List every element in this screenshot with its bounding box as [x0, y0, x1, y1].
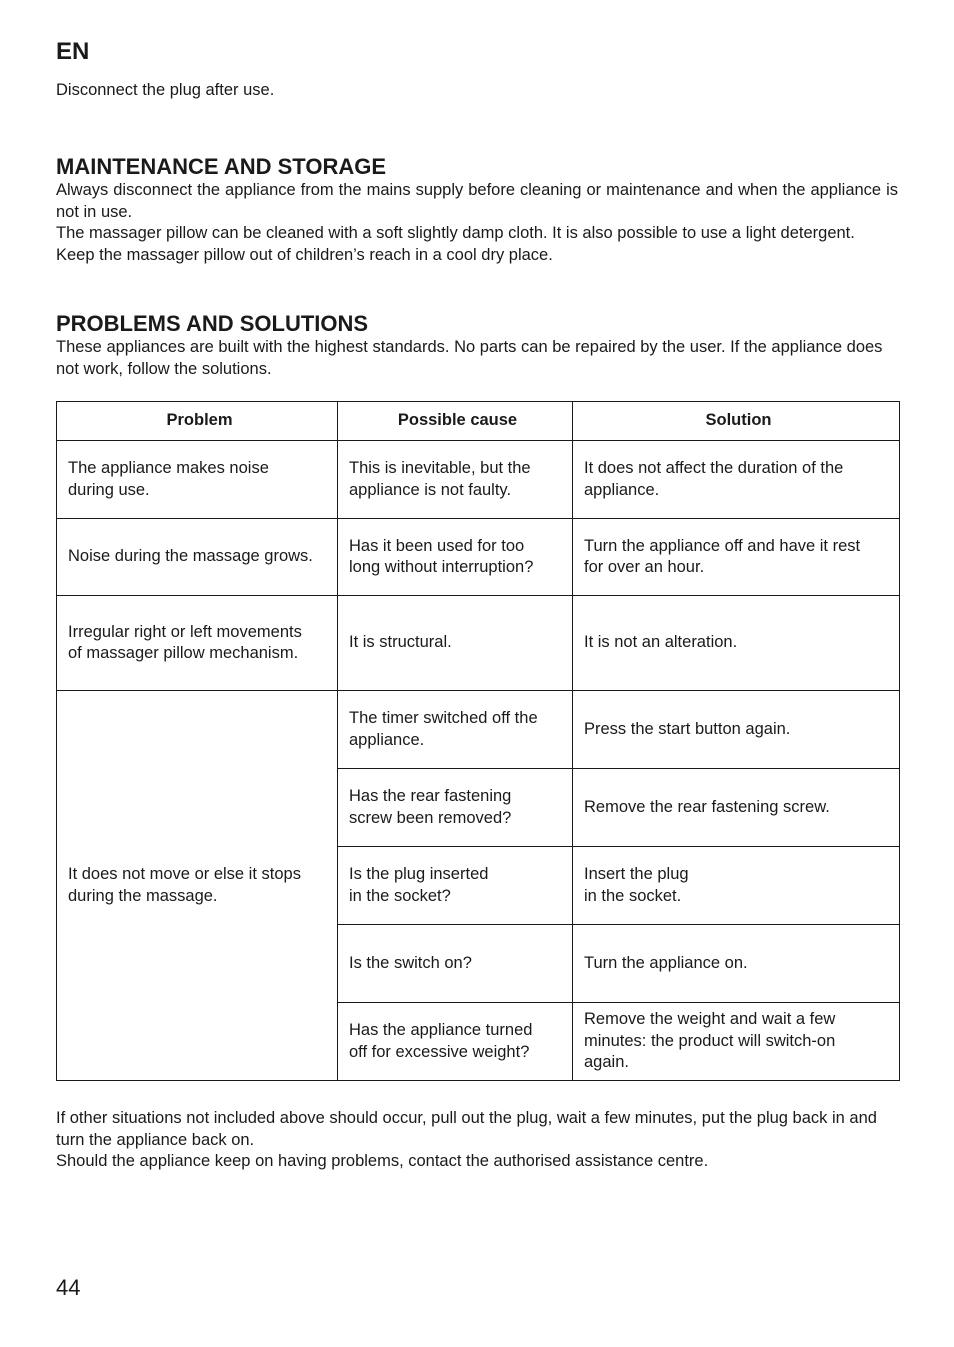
cell-line: again.	[584, 1053, 629, 1072]
column-header-solution: Solution	[573, 402, 900, 441]
cell-line: Insert the plug	[584, 865, 689, 883]
solution-cell	[573, 769, 900, 847]
cell-line: Remove the rear fastening screw.	[584, 797, 830, 816]
cause-cell	[338, 769, 573, 847]
cause-cell	[338, 519, 573, 596]
cause-cell	[338, 596, 573, 691]
closing-notes	[56, 1108, 898, 1173]
table-header-row	[57, 402, 900, 441]
maintenance-paragraph: Always disconnect the appliance from the mains supply before cleaning or maintenance and when the appliance is not in use.	[56, 181, 898, 221]
cell-line: Noise during the massage grows.	[68, 547, 313, 566]
cell-line: during the massage.	[68, 886, 218, 905]
problem-cell	[57, 519, 338, 596]
maintenance-heading: MAINTENANCE AND STORAGE	[56, 154, 387, 179]
table-row	[57, 441, 900, 519]
solution-cell	[573, 925, 900, 1003]
problems-intro: These appliances are built with the highest standards. No parts can be repaired by the user. If the appliance does not work, follow the solutions.	[56, 338, 883, 378]
cell-line: of massager pillow mechanism.	[68, 644, 299, 662]
solution-cell	[573, 847, 900, 925]
cell-line: Has it been used for too	[349, 536, 525, 555]
cell-line: Is the switch on?	[349, 953, 472, 972]
cell-line: screw been removed?	[349, 808, 512, 827]
closing-paragraph: Should the appliance keep on having problems, contact the authorised assistance centre.	[56, 1152, 709, 1170]
problems-heading: PROBLEMS AND SOLUTIONS	[56, 311, 369, 336]
cell-line: The appliance makes noise	[68, 459, 269, 477]
cell-line: in the socket?	[349, 886, 451, 905]
problem-cell	[57, 691, 338, 1081]
solution-cell	[573, 519, 900, 596]
cause-cell	[338, 847, 573, 925]
troubleshooting-table	[56, 401, 900, 1081]
cause-cell	[338, 441, 573, 519]
page-number: 44	[56, 1275, 81, 1300]
maintenance-paragraph: Keep the massager pillow out of children’s reach in a cool dry place.	[56, 245, 553, 264]
problems-section	[56, 311, 898, 380]
cell-line: for over an hour.	[584, 558, 705, 576]
maintenance-section	[56, 154, 898, 266]
cell-line: off for excessive weight?	[349, 1042, 530, 1061]
cell-line: Turn the appliance on.	[584, 953, 748, 972]
table-row	[57, 596, 900, 691]
cell-line: Press the start button again.	[584, 719, 791, 738]
column-header-cause: Possible cause	[338, 402, 573, 441]
cell-line: Remove the weight and wait a few	[584, 1010, 836, 1029]
problem-cell	[57, 441, 338, 519]
maintenance-paragraph: The massager pillow can be cleaned with a soft slightly damp cloth. It is also possible to use a light detergent.	[56, 224, 855, 242]
cell-line: Turn the appliance off and have it rest	[584, 536, 861, 555]
solution-cell	[573, 1003, 900, 1081]
cell-line: in the socket.	[584, 886, 682, 905]
cell-line: Has the appliance turned	[349, 1021, 533, 1039]
table-row	[57, 519, 900, 596]
cell-line: This is inevitable, but the	[349, 459, 531, 477]
solution-cell	[573, 691, 900, 769]
cell-line: appliance.	[349, 730, 425, 749]
language-code: EN	[56, 38, 90, 65]
column-header-problem: Problem	[57, 402, 338, 441]
cause-cell	[338, 691, 573, 769]
cell-line: It does not move or else it stops	[68, 865, 301, 883]
cell-line: Is the plug inserted	[349, 865, 489, 883]
cause-cell	[338, 1003, 573, 1081]
cell-line: appliance.	[584, 480, 660, 499]
closing-paragraph: If other situations not included above should occur, pull out the plug, wait a few minutes, put the plug back in and turn the appliance back on.	[56, 1109, 877, 1149]
cell-line: appliance is not faulty.	[349, 480, 512, 499]
cell-line: It is structural.	[349, 633, 452, 652]
solution-cell	[573, 441, 900, 519]
cell-line: minutes: the product will switch-on	[584, 1031, 836, 1050]
cell-line: It does not affect the duration of the	[584, 459, 844, 477]
table-row	[57, 691, 900, 769]
cell-line: Has the rear fastening	[349, 787, 512, 805]
cell-line: The timer switched off the	[349, 709, 538, 727]
cell-line: long without interruption?	[349, 558, 534, 576]
solution-cell	[573, 596, 900, 691]
cause-cell	[338, 925, 573, 1003]
problem-cell	[57, 596, 338, 691]
intro-text: Disconnect the plug after use.	[56, 81, 275, 99]
cell-line: It is not an alteration.	[584, 633, 738, 652]
cell-line: during use.	[68, 480, 150, 499]
cell-line: Irregular right or left movements	[68, 622, 302, 641]
